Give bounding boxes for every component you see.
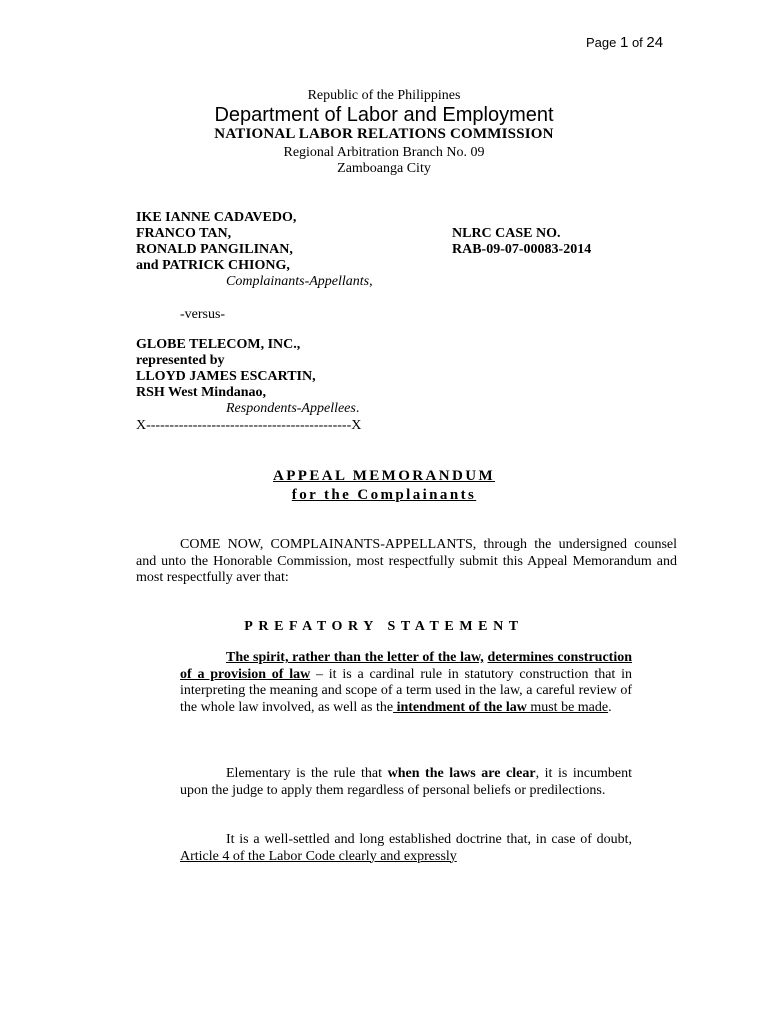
page-indicator	[586, 35, 663, 51]
complainant-name: and PATRICK CHIONG,	[136, 258, 290, 273]
versus-label: -versus-	[180, 307, 226, 322]
p1-emphasis: intendment of the law	[393, 699, 527, 715]
document-title: APPEAL MEMORANDUM	[272, 468, 496, 484]
p2-rest: , it is incumbent upon the judge to apply them regardless of personal beliefs or predilections.	[180, 766, 632, 798]
respondents-role	[226, 401, 359, 417]
caption-separator: X--------------------------------------------X	[136, 418, 362, 433]
branch-line: Regional Arbitration Branch No. 09	[283, 145, 485, 160]
complainants-role	[226, 274, 373, 290]
intro-text: COME NOW, COMPLAINANTS-APPELLANTS, through the undersigned counsel and unto the Honorable Commission, most respectfully submit this Appeal Memorandum and most respectfully aver that:	[136, 537, 677, 586]
prefatory-paragraph-3	[180, 832, 632, 865]
respondent-line: RSH West Mindanao,	[136, 385, 267, 400]
prefatory-paragraph-1	[180, 650, 632, 716]
p3-start: It is a well-settled and long established doctrine that, in case of doubt,	[226, 832, 632, 847]
respondent-line: represented by	[136, 353, 225, 368]
case-no-label: NLRC CASE NO.	[452, 226, 561, 241]
respondents-role-text: Respondents-Appellees	[226, 401, 356, 416]
republic-line: Republic of the Philippines	[307, 88, 461, 103]
complainant-name: IKE IANNE CADAVEDO,	[136, 210, 297, 225]
page-total: 24	[646, 34, 664, 51]
document-subtitle: for the Complainants	[291, 487, 477, 503]
complainant-name: RONALD PANGILINAN,	[136, 242, 293, 257]
complainants-role-text: Complainants-Appellants	[226, 274, 370, 289]
section-heading: PREFATORY STATEMENT	[244, 619, 524, 634]
city-line: Zamboanga City	[337, 161, 431, 176]
p1-lead-1: The spirit, rather than the letter of the law,	[226, 650, 484, 665]
p1-body: – it is a cardinal rule in statutory construction that in interpreting the meaning and scope of a term used in the law, a careful review of the whole law involved, as well as the	[180, 666, 632, 715]
p1-emphasis-tail: must be made	[526, 699, 609, 715]
department-title: Department of Labor and Employment	[214, 104, 554, 126]
prefatory-paragraph-2	[180, 766, 632, 799]
page-current: 1	[619, 34, 629, 51]
complainants-role-suffix: ,	[369, 274, 373, 289]
complainant-name: FRANCO TAN,	[136, 226, 232, 241]
respondent-line: LLOYD JAMES ESCARTIN,	[136, 369, 316, 384]
p1-lead-2: determines construction of a provision of law	[180, 650, 632, 682]
p1-end: .	[608, 699, 612, 715]
respondents-role-suffix: .	[355, 401, 360, 416]
p2-bold: when the laws are clear	[387, 766, 536, 781]
page-of-label: of	[628, 35, 647, 50]
commission-title: NATIONAL LABOR RELATIONS COMMISSION	[214, 126, 554, 142]
intro-paragraph	[136, 537, 677, 587]
p2-start: Elementary is the rule that	[226, 766, 388, 781]
page-label: Page	[586, 35, 620, 50]
case-no: RAB-09-07-00083-2014	[452, 242, 592, 257]
respondent-line: GLOBE TELECOM, INC.,	[136, 337, 301, 352]
p3-underlined: Article 4 of the Labor Code clearly and expressly	[180, 848, 457, 864]
